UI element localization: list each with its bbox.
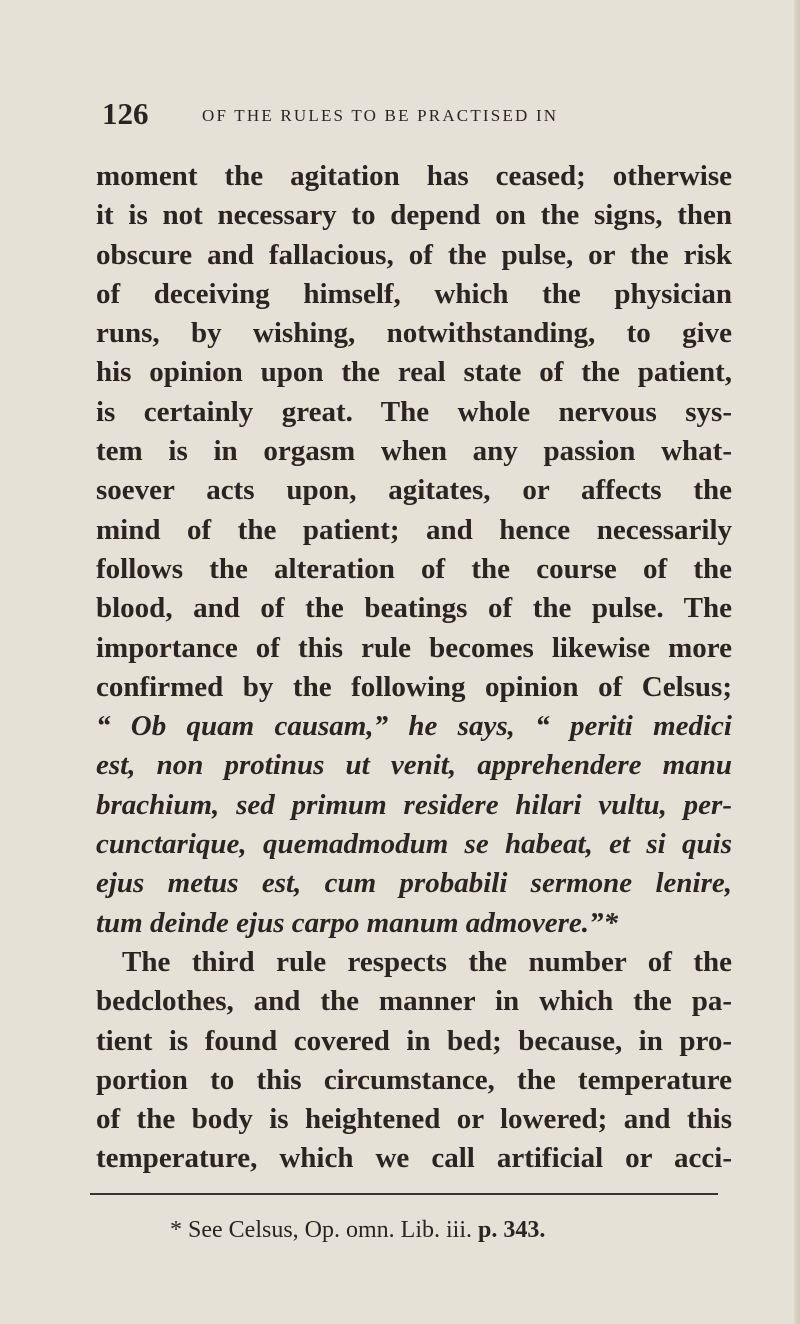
- quote-line: “ Ob quam causam,” he says, “ periti medici: [96, 710, 732, 743]
- footnote-page-ref: p. 343.: [478, 1217, 546, 1243]
- text-line: bedclothes, and the manner in which the pa-: [96, 985, 732, 1018]
- text-line: of the body is heightened or lowered; and this: [96, 1103, 732, 1136]
- paragraph-start-line: The third rule respects the number of the: [122, 945, 732, 978]
- text-line: is certainly great. The whole nervous sys-: [96, 395, 732, 428]
- page-number: 126: [102, 96, 149, 131]
- quote-line: ejus metus est, cum probabili sermone lenire,: [96, 867, 732, 900]
- quote-line: est, non protinus ut venit, apprehendere manu: [96, 749, 732, 782]
- text-line: blood, and of the beatings of the pulse. The: [96, 592, 732, 625]
- body-text: [96, 157, 732, 1179]
- text-line: importance of this rule becomes likewise more: [96, 631, 732, 664]
- footnote: [170, 1217, 545, 1244]
- footnote-divider: [90, 1193, 718, 1195]
- quote-line: tum deinde ejus carpo manum admovere.”*: [96, 906, 618, 939]
- quote-line: cunctarique, quemadmodum se habeat, et si quis: [96, 828, 732, 861]
- text-line: tient is found covered in bed; because, in pro-: [96, 1024, 732, 1057]
- text-line: tem is in orgasm when any passion what-: [96, 435, 732, 468]
- running-head: [102, 96, 722, 136]
- footnote-text: * See Celsus, Op. omn. Lib. iii.: [170, 1217, 472, 1243]
- text-line: his opinion upon the real state of the patient,: [96, 356, 732, 389]
- text-line: temperature, which we call artificial or acci-: [96, 1142, 732, 1175]
- text-line: of deceiving himself, which the physician: [96, 277, 732, 310]
- text-line: mind of the patient; and hence necessarily: [96, 513, 732, 546]
- quote-line: brachium, sed primum residere hilari vultu, per-: [96, 788, 732, 821]
- text-line: confirmed by the following opinion of Celsus;: [96, 670, 732, 703]
- text-line: it is not necessary to depend on the signs, then: [96, 199, 732, 232]
- text-line: portion to this circumstance, the temperature: [96, 1063, 732, 1096]
- text-line: follows the alteration of the course of the: [96, 552, 732, 585]
- text-line: soever acts upon, agitates, or affects the: [96, 474, 732, 507]
- text-line: runs, by wishing, notwithstanding, to give: [96, 317, 732, 350]
- running-head-title: OF THE RULES TO BE PRACTISED IN: [202, 106, 559, 125]
- text-line: moment the agitation has ceased; otherwise: [96, 160, 732, 192]
- page-edge: [794, 0, 800, 1324]
- text-line: obscure and fallacious, of the pulse, or the risk: [96, 238, 732, 271]
